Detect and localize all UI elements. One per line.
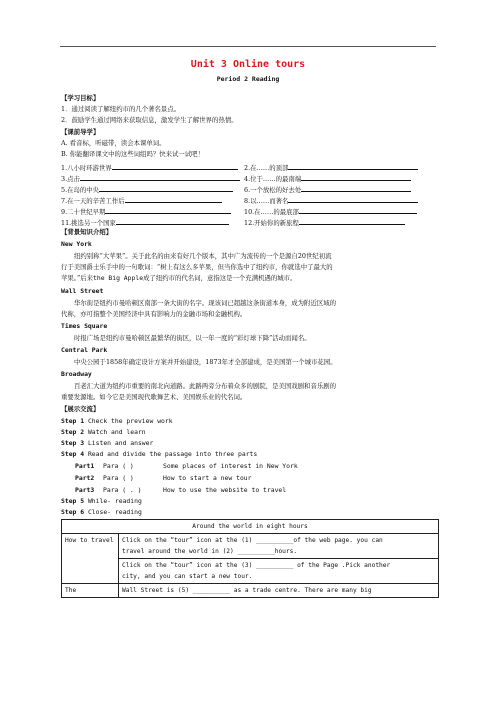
- part-desc: Some places of interest in New York: [163, 462, 298, 470]
- phrase-label: 10.在……的最底部: [244, 208, 299, 216]
- phrase-row: [61, 162, 238, 173]
- answer-blank[interactable]: [288, 162, 418, 170]
- paragraph-fragment: 苹果。”后来: [61, 274, 94, 282]
- answer-blank[interactable]: [288, 195, 418, 203]
- part-row: [75, 486, 286, 494]
- part-para: Para ( . ): [103, 486, 142, 494]
- cell-line: Click on the “tour” icon at the (1) __________of the web page. you can: [122, 537, 383, 544]
- part-para: Para ( ): [103, 474, 134, 482]
- row-label: How to travel: [62, 534, 119, 584]
- phrase-label: 11.挑选另一个国家: [61, 219, 116, 227]
- phrase-label: 4.位于……的最南端: [244, 175, 302, 183]
- paragraph-line: 百老汇大道为纽约市重要的南北向道路。此路两旁分布着众多的剧院，是美国戏剧和音乐剧的: [74, 382, 337, 390]
- phrase-row: [61, 217, 229, 228]
- part-label: Part2: [75, 474, 95, 482]
- paragraph-line: 代称，亦可指整个美国经济中具有影响力的金融市场和金融机构。: [61, 310, 247, 318]
- step-label: Step 4: [61, 450, 85, 458]
- phrase-row: [244, 217, 405, 228]
- table-cell: [119, 534, 439, 559]
- row-label: The: [62, 584, 119, 598]
- part-label: Part3: [75, 486, 95, 494]
- table-row: [62, 534, 439, 559]
- phrase-label: 6.一个放松的好去处: [244, 186, 302, 194]
- period-subtitle: Period 2 Reading: [216, 75, 280, 83]
- step-text: Close- reading: [84, 508, 142, 516]
- answer-blank[interactable]: [112, 162, 238, 170]
- phrase-label: 12.开始你的新旅程: [244, 219, 299, 227]
- section-title-central-park: Central Park: [61, 346, 108, 354]
- step-text: While- reading: [84, 497, 142, 505]
- phrase-label: 9.二十世纪早期: [61, 208, 106, 216]
- answer-blank[interactable]: [299, 206, 417, 214]
- table-cell: Wall Street is (5) __________ as a trade centre. There are many big: [119, 584, 439, 598]
- answer-blank[interactable]: [301, 173, 411, 181]
- answer-blank[interactable]: [99, 184, 233, 192]
- step-text: Read and divide the passage into three parts: [84, 450, 258, 458]
- part-row: [75, 474, 252, 482]
- step-text: Listen and answer: [84, 439, 154, 447]
- paragraph-line: 中央公园于1858年确定设计方案并开始建设，1873年才全部建成，是美国第一个城市花园。: [74, 358, 337, 366]
- step-text: Watch and learn: [84, 428, 146, 436]
- paragraph-line: 时报广场是纽约市曼哈顿区最繁华的街区，以一年一度的“彩灯球下降”活动而闻名。: [74, 334, 311, 342]
- step-5: [61, 497, 142, 506]
- objectives-heading: 【学习目标】: [61, 94, 100, 102]
- background-heading: 【背景知识介绍】: [61, 228, 113, 236]
- step-label: Step 2: [61, 428, 85, 436]
- objective-item: 2．鼓励学生通过网络来获取信息，激发学生了解世界的热情。: [61, 116, 238, 124]
- answer-blank[interactable]: [116, 217, 229, 225]
- step-3: [61, 439, 153, 448]
- paragraph-fragment: 成了纽约市的代名词，意指这是一个充满机遇的城市。: [143, 274, 297, 282]
- phrase-row: [61, 173, 240, 184]
- unit-title: Unit 3 Online tours: [190, 59, 306, 70]
- section-title-new-york: New York: [61, 240, 92, 248]
- step-4: [61, 450, 257, 459]
- phrase-row: [61, 184, 233, 195]
- step-2: [61, 428, 146, 437]
- table-row: [62, 584, 439, 598]
- step-6: [61, 508, 142, 517]
- section-title-times-square: Times Square: [61, 322, 108, 330]
- objective-item: 1．通过阅读了解纽约市的几个著名景点。: [61, 105, 181, 113]
- section-title-broadway: Broadway: [61, 370, 92, 378]
- phrase-label: 7.在一天的辛苦工作后: [61, 197, 125, 205]
- cell-line: Click on the “tour” icon at the (3) __________ of the Page .Pick another: [122, 562, 391, 569]
- phrase-row: [244, 162, 418, 173]
- answer-blank[interactable]: [301, 184, 411, 192]
- paragraph-line: [61, 274, 296, 283]
- show-heading: 【展示交流】: [61, 405, 100, 413]
- phrase-row: [61, 195, 222, 206]
- phrase-label: 3.点击: [61, 175, 80, 183]
- section-title-wall-street: Wall Street: [61, 287, 104, 295]
- phrase-row: [244, 184, 411, 195]
- paragraph-line: 纽约别称“大苹果”。关于此名的由来有好几个版本，其中广为流传的一个是源自20世纪初流: [74, 252, 332, 260]
- phrase-row: [244, 206, 417, 217]
- phrase-label: 2.在……的顶部: [244, 164, 289, 172]
- table-header-row: [62, 520, 439, 534]
- answer-blank[interactable]: [125, 195, 222, 203]
- part-desc: How to use the website to travel: [163, 486, 287, 494]
- phrase-row: [61, 206, 231, 217]
- preview-b: B. 你能翻译课文中的这些词组吗？快来试一试吧！: [61, 150, 204, 158]
- part-label: Part1: [75, 462, 95, 470]
- step-1: [61, 417, 173, 426]
- phrase-label: 8.以……而著名: [244, 197, 289, 205]
- step-label: Step 5: [61, 497, 85, 505]
- paragraph-line: 行于美国爵士乐手中的一句歌词：“树上有这么多苹果，但当你选中了纽约市，你就选中了最大的: [61, 263, 333, 271]
- table-row: [62, 559, 439, 584]
- cell-line: city, and you can start a new tour.: [122, 573, 253, 580]
- header-rule: [60, 46, 436, 47]
- step-label: Step 6: [61, 508, 85, 516]
- part-para: Para ( ): [103, 462, 134, 470]
- phrase-label: 5.在岛的中央: [61, 186, 100, 194]
- phrase-row: [244, 173, 411, 184]
- close-reading-table: [61, 519, 439, 598]
- step-text: Check the preview work: [84, 417, 173, 425]
- phrase-row: [244, 195, 418, 206]
- answer-blank[interactable]: [80, 173, 240, 181]
- preview-a: A. 看音标，听磁带，读会本课单词。: [61, 139, 166, 147]
- preview-heading: 【课前导学】: [61, 128, 100, 136]
- phrase-label: 1.八小时环游世界: [61, 164, 112, 172]
- cell-line: travel around the world in (2) __________hours.: [122, 548, 298, 555]
- answer-blank[interactable]: [105, 206, 231, 214]
- paragraph-fragment: the Big Apple: [93, 274, 144, 282]
- part-row: [75, 462, 298, 470]
- paragraph-line: 重要发源地。如今它是美国现代歌舞艺术、美国娱乐业的代名词。: [61, 393, 247, 401]
- part-desc: How to start a new tour: [163, 474, 252, 482]
- table-header: Around the world in eight hours: [62, 520, 439, 534]
- step-label: Step 3: [61, 439, 85, 447]
- answer-blank[interactable]: [299, 217, 405, 225]
- table-cell: [119, 559, 439, 584]
- paragraph-line: 华尔街是纽约市曼哈顿区南部一条大街的名字。现该词已超越这条街道本身，成为附近区域的: [74, 299, 337, 307]
- step-label: Step 1: [61, 417, 85, 425]
